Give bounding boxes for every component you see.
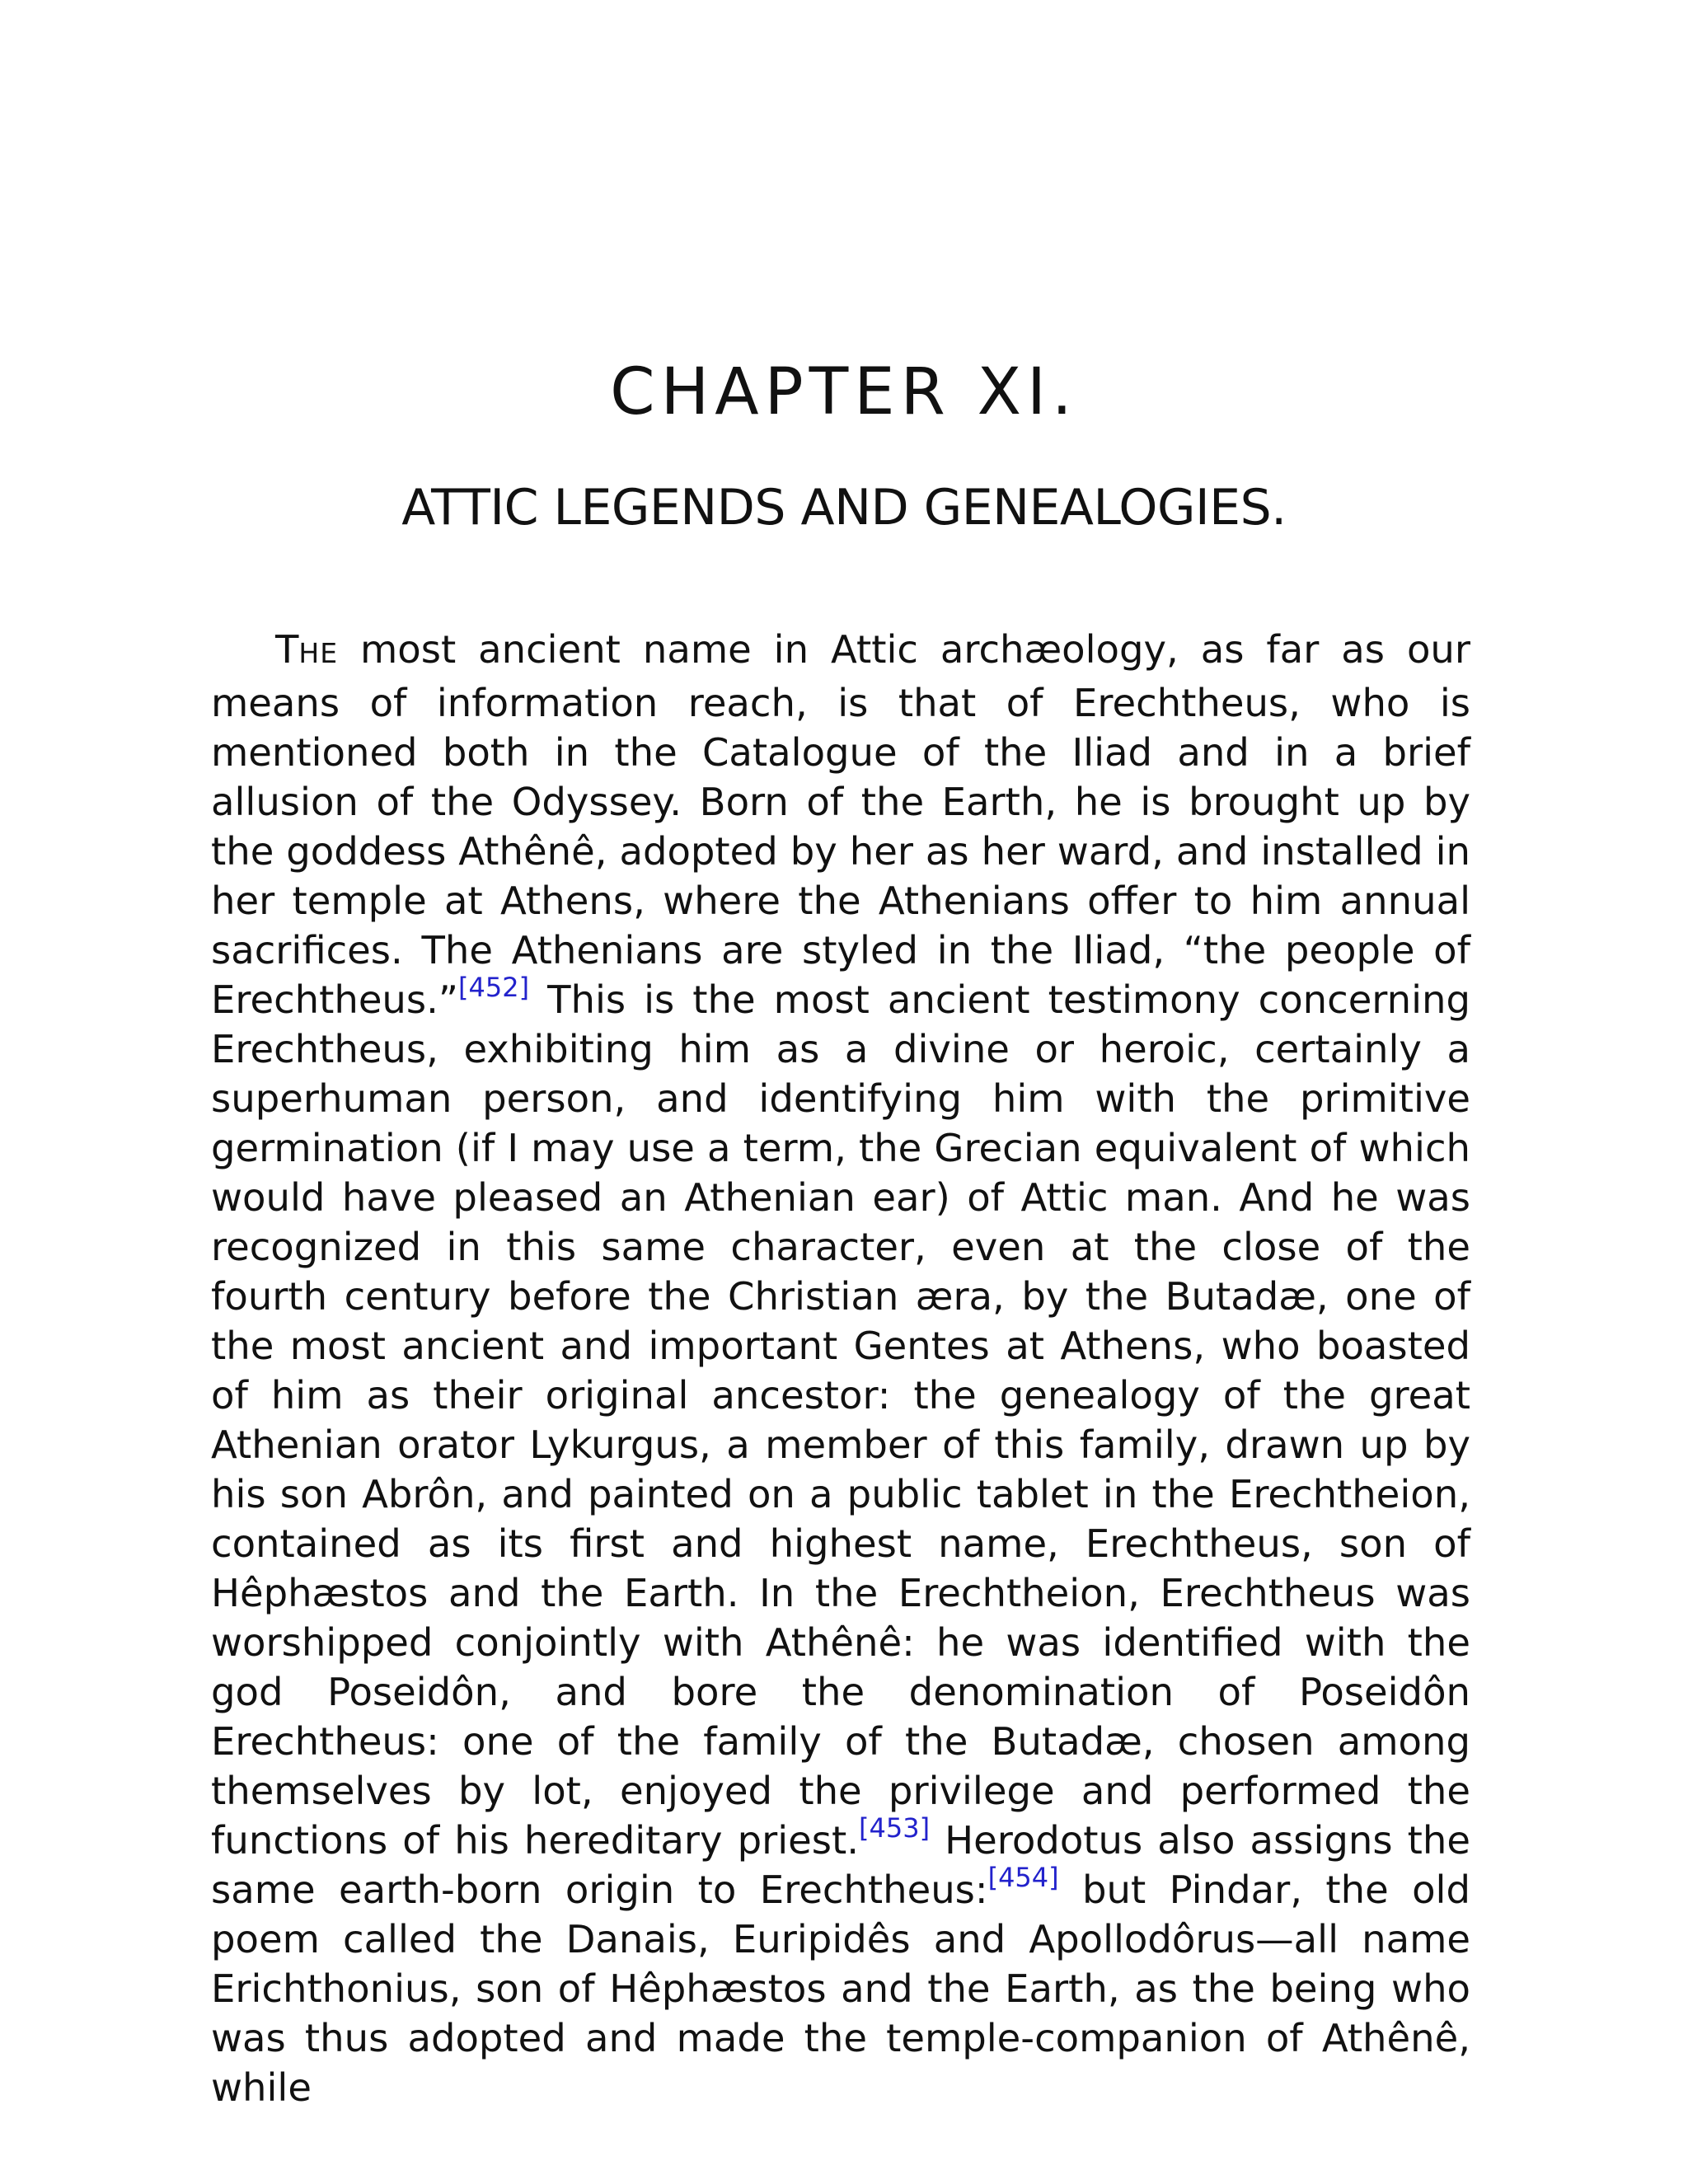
footnote-link-454[interactable]: [454] xyxy=(987,1862,1059,1893)
body-paragraph xyxy=(211,625,1470,2112)
lead-initial: T xyxy=(275,627,299,672)
footnote-link-453[interactable]: [453] xyxy=(859,1812,931,1844)
paragraph-segment-1: most ancient name in Attic archæology, as far as our means of information reach, is that of Erechtheus, who is mentioned both in the Catalogue of the Iliad and in a brief allusion of the Odyssey. Born of the Earth, he is brought up by the goddess Athênê, adopted by her as her ward, and installed in her temple at Athens, where the Athenians offer to him annual sacrifices. The Athenians are styled in the Iliad, “the people of Erechtheus.” xyxy=(211,627,1470,1022)
paragraph-segment-4: but Pindar, the old poem called the Danais, Euripidês and Apollodôrus—all name Erichthonius, son of Hêphæstos and the Earth, as the being who was thus adopted and made the temple-companion of Athênê, while xyxy=(211,1868,1470,2110)
lead-smallcaps: HE xyxy=(298,637,339,669)
chapter-title: ATTIC LEGENDS AND GENEALOGIES. xyxy=(401,479,1287,537)
paragraph-segment-2: This is the most ancient testimony concerning Erechtheus, exhibiting him as a divine or heroic, certainly a superhuman person, and identifying him with the primitive germination (if I may use a term, the Grecian equivalent of which would have pleased an Athenian ear) of Attic man. And he was recognized in this same character, even at the close of the fourth century before the Christian æra, by the Butadæ, one of the most ancient and important Gentes at Athens, who boasted of him as their original ancestor: the genealogy of the great Athenian orator Lykurgus, a member of this family, drawn up by his son Abrôn, and painted on a public tablet in the Erechtheion, contained as its first and highest name, Erechtheus, son of Hêphæstos and the Earth. In the Erechtheion, Erechtheus was worshipped conjointly with Athênê: he was identified with the god Poseidôn, and bore the denomination of Poseidôn Erechtheus: one of the family of the Butadæ, chosen among themselves by lot, enjoyed the privilege and performed the functions of his hereditary priest. xyxy=(211,977,1470,1863)
chapter-number-heading: CHAPTER XI. xyxy=(610,355,1078,429)
paragraph-segment-3: Herodotus also assigns the same earth-born origin to Erechtheus: xyxy=(211,1818,1470,1912)
footnote-link-452[interactable]: [452] xyxy=(458,972,530,1003)
